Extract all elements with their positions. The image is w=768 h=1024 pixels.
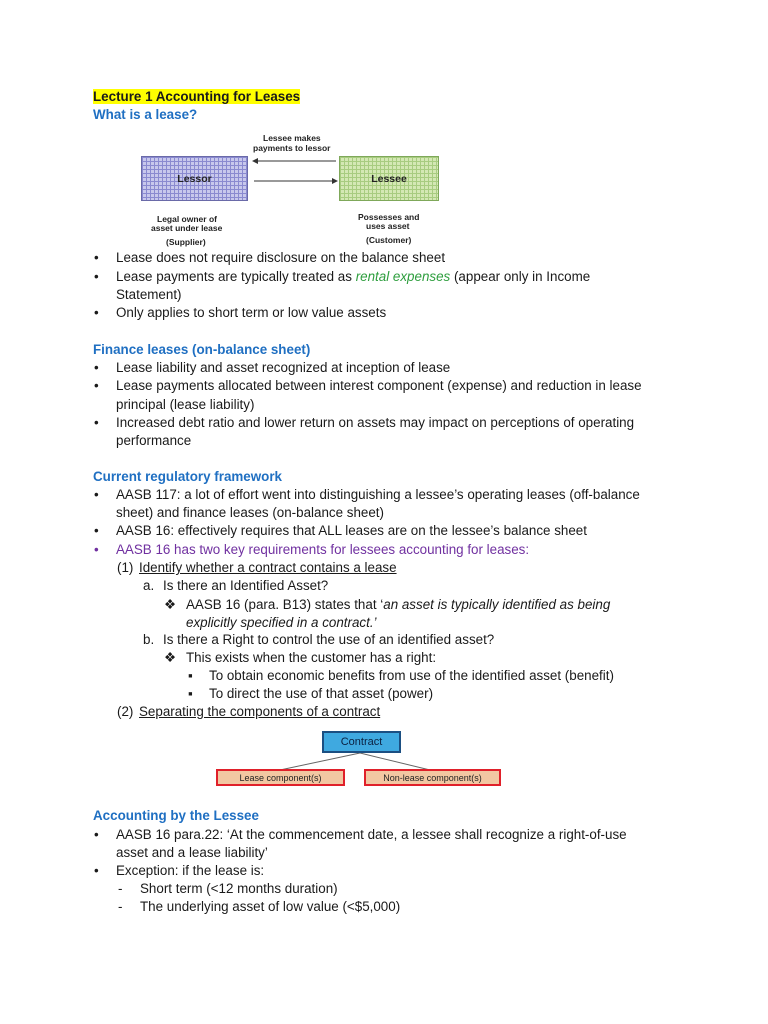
finance-bullet-3-cont: performance xyxy=(116,433,192,448)
item-a-text: Is there an Identified Asset? xyxy=(163,578,329,593)
heading-regulatory: Current regulatory framework xyxy=(93,469,283,484)
rental-expenses-text: rental expenses xyxy=(355,269,451,284)
dash-glyph: - xyxy=(118,881,123,896)
finance-bullet-1: Lease liability and asset recognized at inception of lease xyxy=(116,360,451,375)
lessee-bullet-1: AASB 16 para.22: ‘At the commencement date, a lessee shall recognize a right-of-use xyxy=(116,827,627,842)
document-title: Lecture 1 Accounting for Leases xyxy=(93,89,301,104)
diamond-bullet-icon: ❖ xyxy=(164,597,177,612)
lessee-bullet-1-cont: asset and a lease liability’ xyxy=(116,845,268,860)
square-bullet-icon: ▪ xyxy=(188,686,193,701)
nonlease-component-box xyxy=(364,769,501,786)
req2-number: (2) xyxy=(117,704,134,719)
bullet-glyph: • xyxy=(94,250,99,265)
item-a-sub-quote-cont: explicitly specified in a contract.’ xyxy=(186,615,377,630)
heading-what-is-lease: What is a lease? xyxy=(93,107,198,122)
heading-finance-leases: Finance leases (on-balance sheet) xyxy=(93,342,311,357)
reg-bullet-2: AASB 16: effectively requires that ALL leases are on the lessee’s balance sheet xyxy=(116,523,587,538)
bullet-glyph: • xyxy=(94,863,99,878)
finance-bullet-3: Increased debt ratio and lower return on assets may impact on perceptions of operating xyxy=(116,415,635,430)
item-b-sub-1: To obtain economic benefits from use of the identified asset (benefit) xyxy=(209,668,614,683)
bullet-glyph: • xyxy=(94,415,99,430)
connector-nonlease xyxy=(360,753,430,770)
item-a-label: a. xyxy=(143,578,155,593)
bullet-glyph: • xyxy=(94,305,99,320)
nonlease-component-label: Non-lease component(s) xyxy=(383,772,482,783)
lessor-box xyxy=(141,156,248,201)
item-a-sub-quote: an asset is typically identified as being xyxy=(383,597,611,612)
item-b-label: b. xyxy=(143,632,155,647)
req1-number: (1) xyxy=(117,560,134,575)
dash-glyph: - xyxy=(118,899,123,914)
lease-bullet-2-cont: Statement) xyxy=(116,287,182,302)
arrow-label-line1: Lessee makes xyxy=(263,133,321,143)
reg-bullet-1-cont: sheet) and finance leases (on-balance sheet) xyxy=(116,505,384,520)
lease-bullet-2-text: Lease payments are typically treated as xyxy=(116,269,352,284)
lease-bullet-1: Lease does not require disclosure on the balance sheet xyxy=(116,250,446,265)
item-b-sub: This exists when the customer has a right: xyxy=(186,650,437,665)
item-b-sub-2: To direct the use of that asset (power) xyxy=(209,686,434,701)
lessee-dash-1: Short term (<12 months duration) xyxy=(140,881,338,896)
lease-bullet-2-tail: (appear only in Income xyxy=(453,269,591,284)
connector-lease xyxy=(280,753,360,770)
lessee-label: Lessee xyxy=(371,172,407,185)
contract-box xyxy=(322,731,401,753)
lease-bullet-2 xyxy=(116,269,590,284)
item-a-sub-prefix: AASB 16 (para. B13) states that ‘ xyxy=(186,597,384,612)
bullet-glyph: • xyxy=(94,827,99,842)
lease-component-box xyxy=(216,769,345,786)
finance-bullet-2-cont: principal (lease liability) xyxy=(116,397,255,412)
arrow-label-line2: payments to lessor xyxy=(253,143,331,153)
lessee-box xyxy=(339,156,439,201)
req1-text: Identify whether a contract contains a lease xyxy=(139,560,397,575)
lease-bullet-3: Only applies to short term or low value assets xyxy=(116,305,387,320)
square-bullet-icon: ▪ xyxy=(188,668,193,683)
lessor-caption-line3: (Supplier) xyxy=(166,237,206,247)
lessee-caption-line3: (Customer) xyxy=(366,235,412,245)
req2-text: Separating the components of a contract xyxy=(139,704,381,719)
lease-component-label: Lease component(s) xyxy=(239,772,322,783)
bullet-glyph: • xyxy=(94,269,99,284)
lessor-caption-line1: Legal owner of xyxy=(157,214,217,224)
lessee-dash-2: The underlying asset of low value (<$5,000) xyxy=(140,899,401,914)
item-a-sub xyxy=(186,597,610,612)
bullet-glyph: • xyxy=(94,542,99,557)
finance-bullet-2: Lease payments allocated between interest component (expense) and reduction in lease xyxy=(116,378,642,393)
arrow-to-lessor-head xyxy=(252,158,258,164)
lessor-label: Lessor xyxy=(177,172,212,185)
lessee-caption-line2: uses asset xyxy=(366,221,410,231)
arrow-to-lessee-head xyxy=(332,178,338,184)
diamond-bullet-icon: ❖ xyxy=(164,650,177,665)
bullet-glyph: • xyxy=(94,378,99,393)
contract-label: Contract xyxy=(340,736,383,748)
bullet-glyph: • xyxy=(94,360,99,375)
item-b-text: Is there a Right to control the use of an identified asset? xyxy=(163,632,495,647)
reg-bullet-3: AASB 16 has two key requirements for lessees accounting for leases: xyxy=(116,542,530,557)
lessee-caption-line1: Possesses and xyxy=(358,212,420,222)
diagram-arrows xyxy=(250,155,340,185)
heading-lessee-accounting: Accounting by the Lessee xyxy=(93,808,259,823)
lessor-caption-line2: asset under lease xyxy=(151,223,223,233)
reg-bullet-1: AASB 117: a lot of effort went into distinguishing a lessee’s operating leases (off-balance xyxy=(116,487,640,502)
lessee-bullet-2: Exception: if the lease is: xyxy=(116,863,265,878)
bullet-glyph: • xyxy=(94,487,99,502)
bullet-glyph: • xyxy=(94,523,99,538)
